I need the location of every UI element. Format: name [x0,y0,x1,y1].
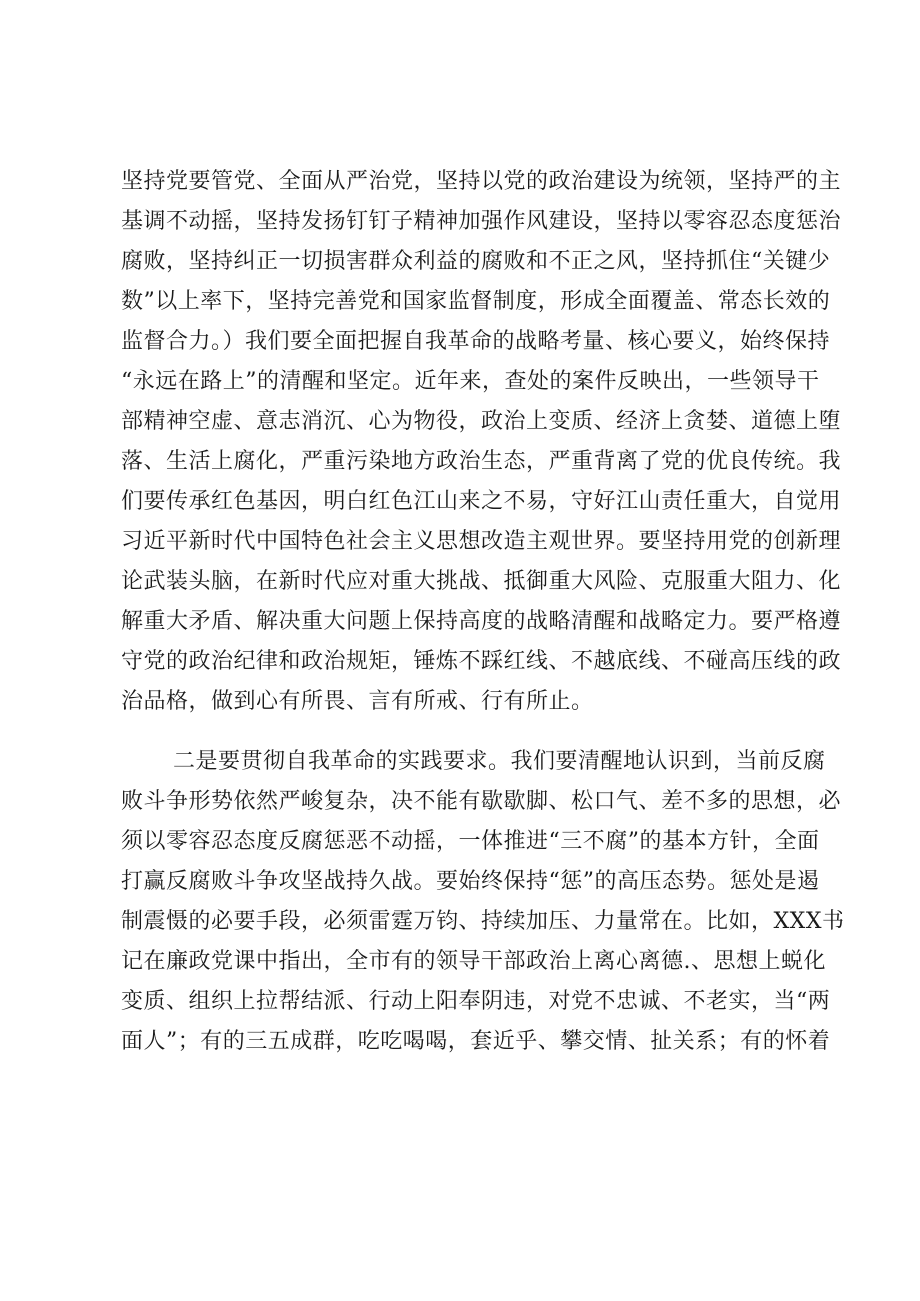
text-line: 面人”；有的三五成群，吃吃喝喝，套近乎、攀交情、扯关系；有的怀着 [121,1029,831,1054]
text-line: 监督合力。）我们要全面把握自我革命的战略考量、核心要义，始终保持 [121,329,831,354]
text-line: 败斗争形势依然严峻复杂，决不能有歇歇脚、松口气、差不多的思想，必 [121,789,842,814]
text-line: 坚持党要管党、全面从严治党，坚持以党的政治建设为统领，坚持严的主 [121,169,842,194]
text-line: 腐败，坚持纠正一切损害群众利益的腐败和不正之风，坚持抓住“关键少 [121,249,831,274]
text-line: 们要传承红色基因，明白红色江山来之不易，守好江山责任重大，自觉用 [121,489,842,514]
text-line: 习近平新时代中国特色社会主义思想改造主观世界。要坚持用党的创新理 [121,529,842,554]
text-line: 落、生活上腐化，严重污染地方政治生态，严重背离了党的优良传统。我 [121,449,842,474]
text-line: 治品格，做到心有所畏、言有所戒、行有所止。 [121,689,594,714]
text-line: 打赢反腐败斗争攻坚战持久战。要始终保持“惩”的高压态势。惩处是遏 [121,869,820,894]
text-line: 二是要贯彻自我革命的实践要求。我们要清醒地认识到，当前反腐 [173,749,826,774]
text-line: 制震慑的必要手段，必须雷霆万钧、持续加压、力量常在。比如，XXX书 [121,909,845,934]
text-line: 论武装头脑，在新时代应对重大挑战、抵御重大风险、克服重大阻力、化 [121,569,842,594]
text-line: 守党的政治纪律和政治规矩，锤炼不踩红线、不越底线、不碰高压线的政 [121,649,842,674]
text-line: 部精神空虚、意志消沉、心为物役，政治上变质、经济上贪婪、道德上堕 [121,409,842,434]
text-line: 解重大矛盾、解决重大问题上保持高度的战略清醒和战略定力。要严格遵 [121,609,842,634]
text-line: 须以零容忍态度反腐惩恶不动摇，一体推进“三不腐”的基本方针，全面 [121,829,820,854]
text-line: 基调不动摇，坚持发扬钉钉子精神加强作风建设，坚持以零容忍态度惩治 [121,209,842,234]
text-line: 记在廉政党课中指出，全市有的领导干部政治上离心离德.、思想上蜕化 [121,949,826,974]
text-line: “永远在路上”的清醒和坚定。近年来，查处的案件反映出，一些领导干 [121,369,820,394]
text-line: 数”以上率下，坚持完善党和国家监督制度，形成全面覆盖、常态长效的 [121,289,831,314]
text-line: 变质、组织上拉帮结派、行动上阳奉阴违，对党不忠诚、不老实，当“两 [121,989,831,1014]
